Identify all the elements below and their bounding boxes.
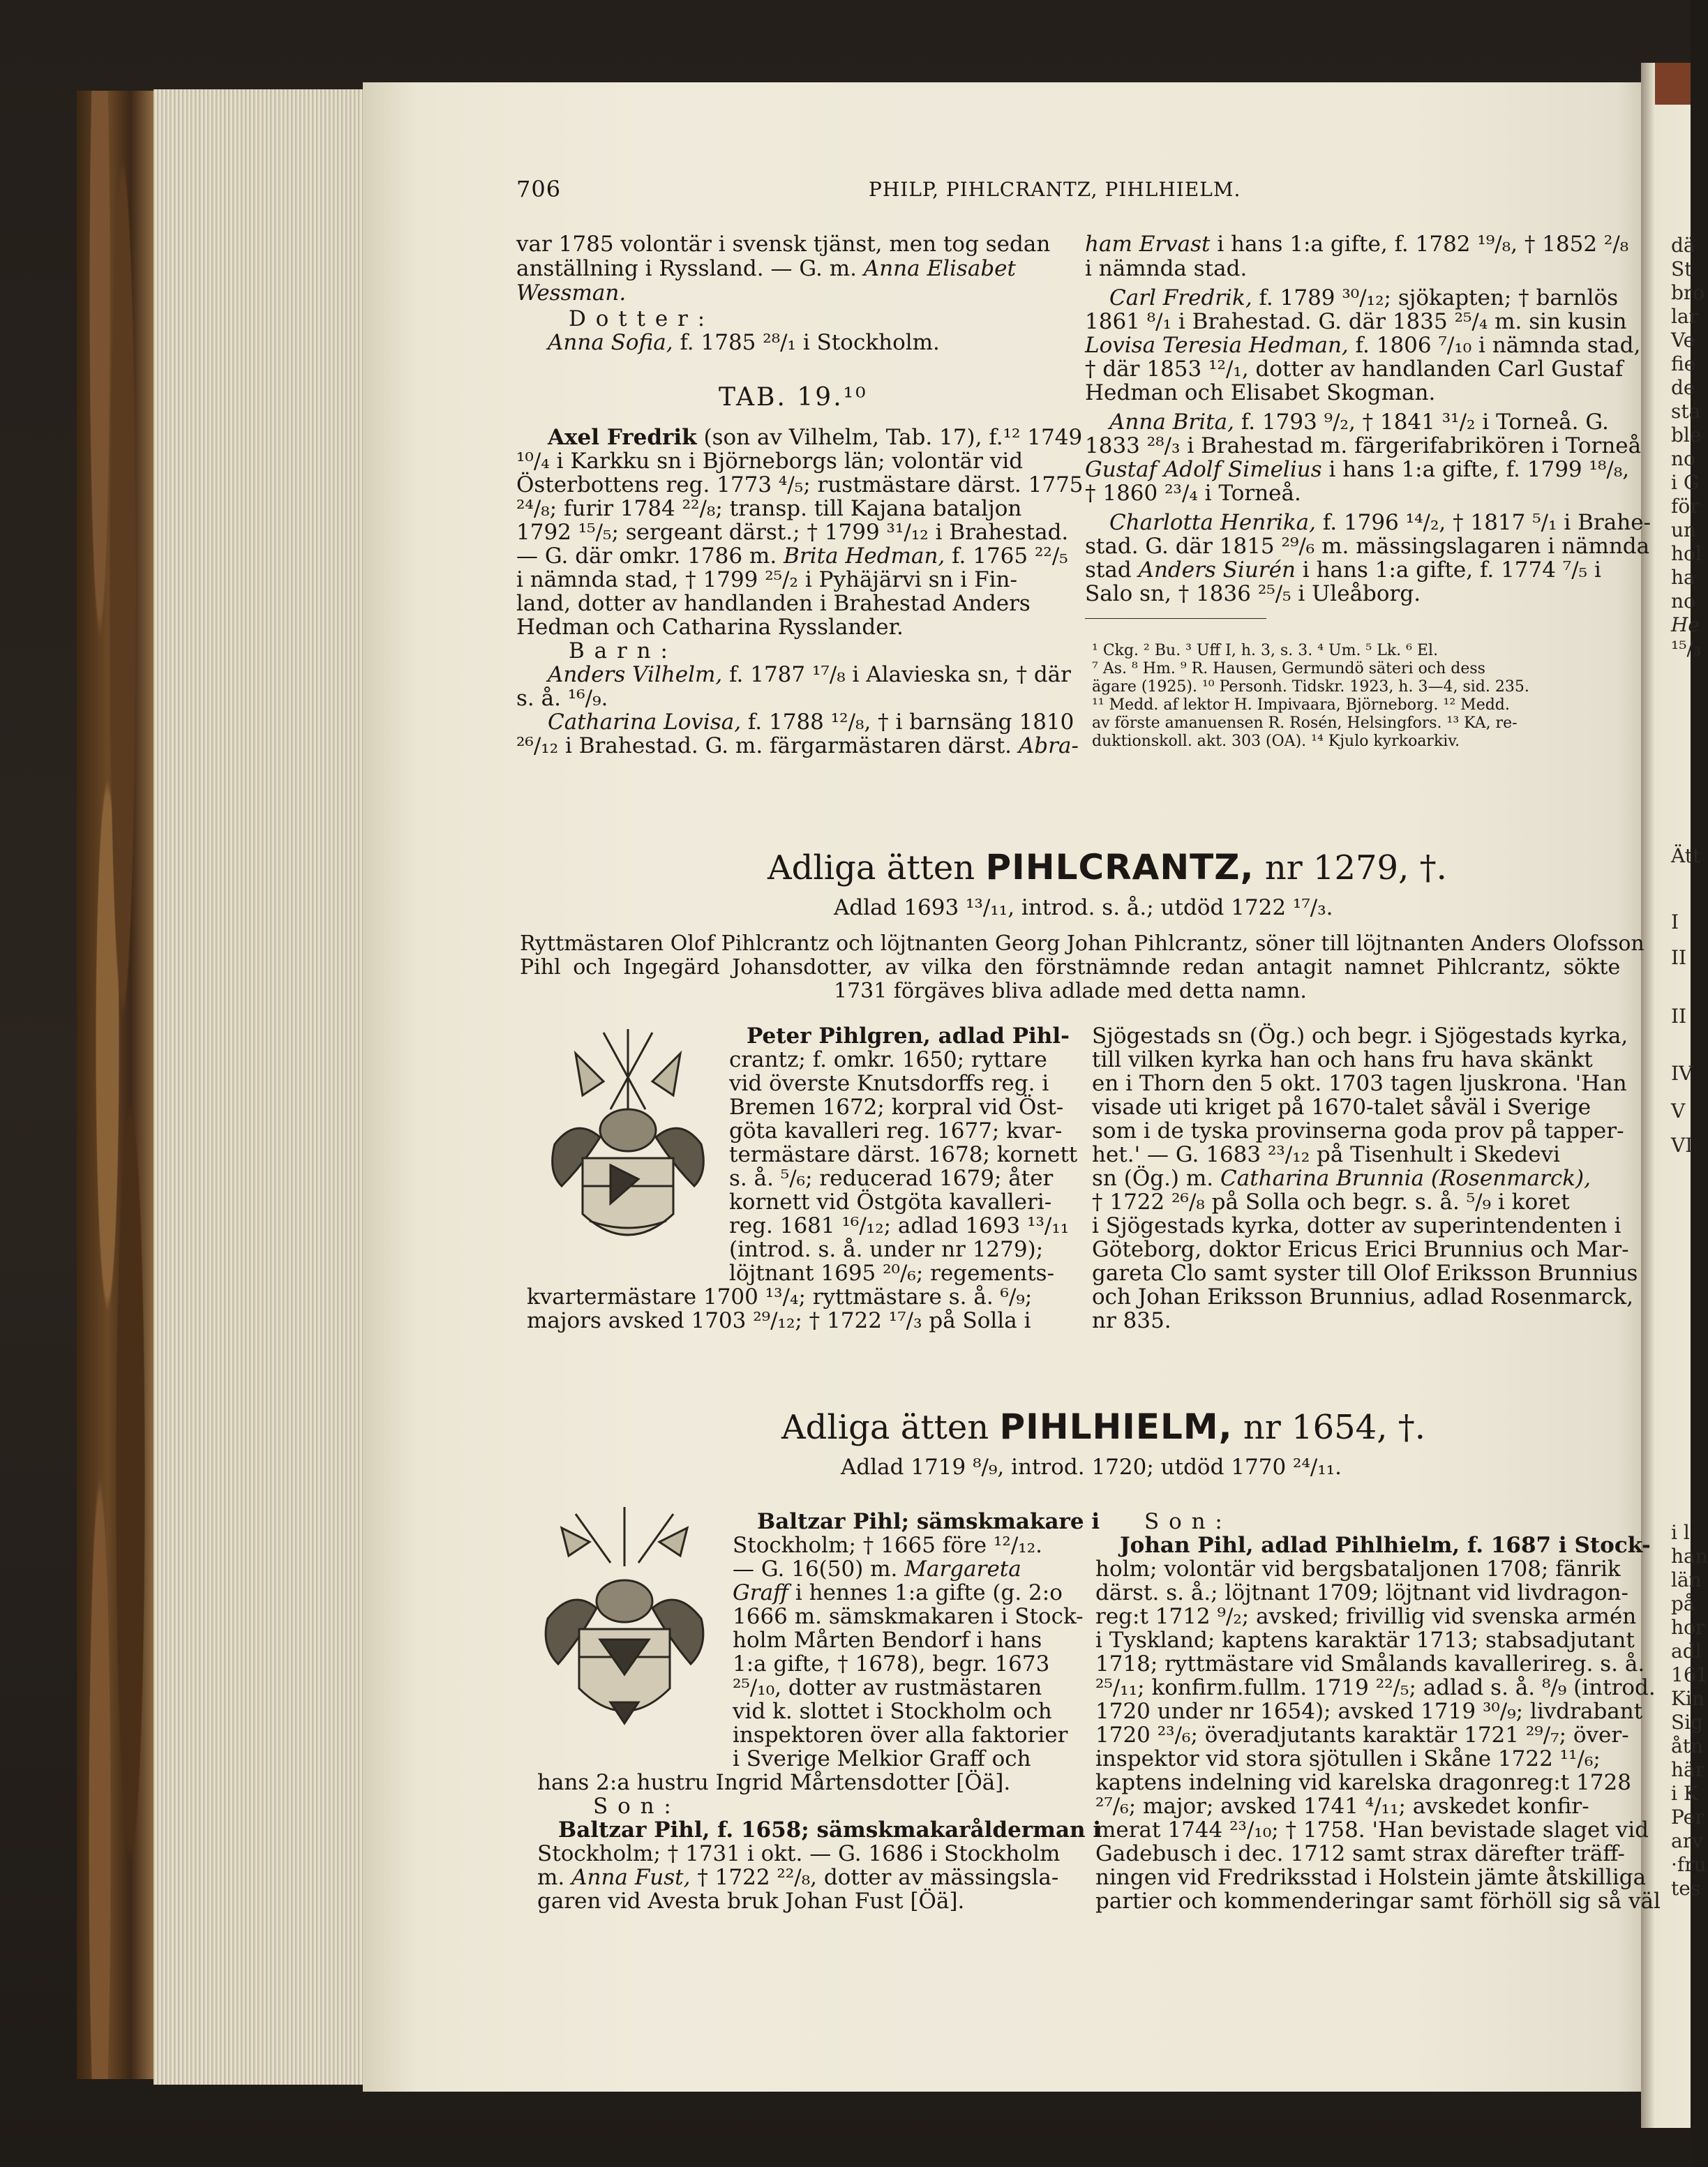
text-line: en i Thorn den 5 okt. 1703 tagen ljuskrona. 'Han	[1092, 1071, 1627, 1096]
fragment: Ätt	[1671, 844, 1701, 867]
pihlcrantz-subtitle: Adlad 1693 ¹³/₁₁, introd. s. å.; utdöd 1722 ¹⁷/₃.	[834, 895, 1333, 920]
fragment: lar	[1671, 305, 1699, 328]
text-line: i Tyskland; kaptens karaktär 1713; stabsadjutant	[1095, 1628, 1635, 1653]
text-line: gareta Clo samt syster till Olof Eriksson Brunnius	[1092, 1261, 1638, 1286]
fragment: län	[1671, 1568, 1702, 1591]
text-line: Axel Fredrik (son av Vilhelm, Tab. 17), f.¹² 1749	[548, 425, 1083, 450]
text-line: termästare därst. 1678; kornett	[729, 1142, 1078, 1167]
text-line: anställning i Ryssland. — G. m. Anna Elisabet	[516, 256, 1016, 281]
text-line: s. å. ¹⁶/₉.	[516, 686, 608, 711]
footnote-rule	[1085, 618, 1266, 619]
pihlcrantz-title: Adliga ätten PIHLCRANTZ, nr 1279, †.	[767, 847, 1447, 887]
text-line: 1720 ²³/₆; överadjutants karaktär 1721 ²⁹/₇; över-	[1095, 1723, 1629, 1748]
fragment: i l	[1671, 1521, 1690, 1544]
text-line: inspektoren över alla faktorier	[733, 1723, 1068, 1748]
text-line: land, dotter av handlanden i Brahestad Anders	[516, 591, 1031, 616]
text-line: ²⁵/₁₀, dotter av rustmästaren	[733, 1675, 1042, 1700]
text-line: som i de tyska provinserna goda prov på tapper-	[1092, 1118, 1624, 1144]
fragment: på	[1671, 1592, 1695, 1615]
text-line: Anna Sofia, f. 1785 ²⁸/₁ i Stockholm.	[548, 330, 940, 355]
coat-of-arms-icon	[534, 1500, 715, 1748]
text-line: Johan Pihl, adlad Pihlhielm, f. 1687 i Stock-	[1120, 1533, 1651, 1558]
text-line: reg:t 1712 ⁹/₂; avsked; frivillig vid svenska armén	[1095, 1604, 1637, 1629]
text-line: kornett vid Östgöta kavalleri-	[729, 1190, 1052, 1215]
running-title: PHILP, PIHLCRANTZ, PIHLHIELM.	[869, 178, 1241, 201]
text-line: Gadebusch i dec. 1712 samt strax därefter träff-	[1095, 1841, 1625, 1866]
fragment: Ve	[1671, 329, 1695, 352]
text-line: 1:a gifte, † 1678), begr. 1673	[733, 1651, 1050, 1677]
fragment: för	[1671, 495, 1700, 518]
text-line: — G. där omkr. 1786 m. Brita Hedman, f. 1765 ²²/₅	[516, 543, 1068, 569]
text-line: Catharina Lovisa, f. 1788 ¹²/₈, † i barnsäng 1810	[548, 710, 1074, 735]
text-line: ²⁴/₈; furir 1784 ²²/₈; transp. till Kajana bataljon	[516, 496, 1022, 521]
text-line: kaptens indelning vid karelska dragonreg:t 1728	[1095, 1770, 1631, 1795]
text-line: Sjögestads sn (Ög.) och begr. i Sjögestads kyrka,	[1092, 1023, 1628, 1049]
text-line: 1861 ⁸/₁ i Brahestad. G. där 1835 ²⁵/₄ m. sin kusin	[1085, 309, 1627, 334]
text-line: visade uti kriget på 1670-talet såväl i Sverige	[1092, 1095, 1591, 1120]
text-line: Baltzar Pihl; sämskmakare i	[757, 1509, 1100, 1534]
text-line: Bremen 1672; korpral vid Öst-	[729, 1095, 1064, 1120]
text-line: vid k. slottet i Stockholm och	[733, 1699, 1052, 1724]
text-line: i nämnda stad.	[1085, 256, 1248, 281]
pihlhielm-title: Adliga ätten PIHLHIELM, nr 1654, †.	[781, 1407, 1425, 1447]
text-line: Carl Fredrik, f. 1789 ³⁰/₁₂; sjökapten; † barnlös	[1109, 285, 1619, 310]
fragment: dä	[1671, 234, 1695, 257]
footnote-line: ¹¹ Medd. af lektor H. Impivaara, Björneborg. ¹² Medd.	[1092, 696, 1510, 714]
fragment: hol	[1671, 542, 1702, 565]
text-line: merat 1744 ²³/₁₀; † 1758. 'Han bevistade slaget vid	[1095, 1817, 1649, 1843]
text-line: Anders Vilhelm, f. 1787 ¹⁷/₈ i Alavieska sn, † där	[548, 662, 1071, 687]
text-line: Lovisa Teresia Hedman, f. 1806 ⁷/₁₀ i nämnda stad,	[1085, 333, 1641, 358]
fragment: V	[1671, 1100, 1686, 1123]
text-line: stad. G. där 1815 ²⁹/₆ m. mässingslagaren i nämnda	[1085, 534, 1650, 559]
page-stack-edges	[153, 89, 384, 2085]
fragment: i G	[1671, 471, 1700, 494]
fragment: ·fru	[1671, 1853, 1707, 1876]
fragment: Kin	[1671, 1687, 1705, 1710]
section-heading: D o t t e r :	[569, 306, 707, 331]
text-line: Stockholm; † 1731 i okt. — G. 1686 i Stockholm	[537, 1841, 1061, 1866]
section-heading: S o n :	[593, 1794, 673, 1819]
text-line: ²⁷/₆; major; avsked 1741 ⁴/₁₁; avskedet konfir-	[1095, 1794, 1589, 1819]
text-line: 1833 ²⁸/₃ i Brahestad m. färgerifabrikören i Torneå	[1085, 433, 1642, 458]
intro-line: 1731 förgäves bliva adlade med detta namn.	[834, 979, 1307, 1003]
text-line: nr 835.	[1092, 1308, 1171, 1333]
fragment: un	[1671, 518, 1697, 541]
text-line: ²⁵/₁₁; konfirm.fullm. 1719 ²²/₅; adlad s. å. ⁸/₉ (introd.	[1095, 1675, 1656, 1700]
fragment: han	[1671, 1545, 1708, 1568]
fragment: II	[1671, 1005, 1687, 1028]
text-line: ham Ervast i hans 1:a gifte, f. 1782 ¹⁹/₈, † 1852 ²/₈	[1085, 232, 1629, 257]
section-heading: S o n :	[1144, 1509, 1224, 1534]
fragment: bro	[1671, 281, 1705, 304]
text-line: kvartermästare 1700 ¹³/₄; ryttmästare s. å. ⁶/₉;	[527, 1284, 1033, 1310]
text-line: (introd. s. å. under nr 1279);	[729, 1237, 1044, 1262]
text-line: 1718; ryttmästare vid Smålands kavallerireg. s. å.	[1095, 1651, 1645, 1677]
text-line: Göteborg, doktor Ericus Erici Brunnius och Mar-	[1092, 1237, 1629, 1262]
fragment: II	[1671, 946, 1687, 969]
text-line: vid överste Knutsdorffs reg. i	[729, 1071, 1049, 1096]
text-line: holm; volontär vid bergsbataljonen 1708; fänrik	[1095, 1557, 1621, 1582]
fragment: Per	[1671, 1806, 1705, 1829]
text-line: stad Anders Siurén i hans 1:a gifte, f. 1774 ⁷/₅ i	[1085, 557, 1601, 583]
text-line: † där 1853 ¹²/₁, dotter av handlanden Carl Gustaf	[1085, 357, 1624, 382]
text-line: Salo sn, † 1836 ²⁵/₅ i Uleåborg.	[1085, 581, 1421, 606]
fragment: arv	[1671, 1829, 1703, 1852]
pihlhielm-subtitle: Adlad 1719 ⁸/₉, introd. 1720; utdöd 1770 ²⁴/₁₁.	[841, 1455, 1342, 1480]
text-line: var 1785 volontär i svensk tjänst, men tog sedan	[516, 232, 1051, 257]
tab-heading: TAB. 19.¹⁰	[719, 383, 868, 412]
fragment: VI	[1671, 1134, 1693, 1157]
text-line: — G. 16(50) m. Margareta	[733, 1557, 1021, 1582]
text-line: Hedman och Elisabet Skogman.	[1085, 380, 1436, 405]
text-line: partier och kommenderingar samt förhöll sig så väl	[1095, 1889, 1661, 1914]
text-line: ²⁶/₁₂ i Brahestad. G. m. färgarmästaren därst. Abra-	[516, 733, 1079, 758]
text-line: Stockholm; † 1665 före ¹²/₁₂.	[733, 1533, 1043, 1558]
text-line: Anna Brita, f. 1793 ⁹/₂, † 1841 ³¹/₂ i Torneå. G.	[1109, 410, 1609, 435]
fragment: sta	[1671, 400, 1701, 423]
text-line: † 1722 ²⁶/₈ på Solla och begr. s. å. ⁵/₉ i koret	[1092, 1190, 1570, 1215]
fragment: ble	[1671, 423, 1702, 447]
text-line: Wessman.	[516, 280, 627, 306]
text-line: Peter Pihlgren, adlad Pihl-	[747, 1023, 1070, 1049]
text-line: † 1860 ²³/₄ i Torneå.	[1085, 481, 1301, 506]
text-line: crantz; f. omkr. 1650; ryttare	[729, 1047, 1047, 1072]
fragment: St	[1671, 257, 1693, 280]
text-line: Hedman och Catharina Rysslander.	[516, 615, 904, 640]
fragment: i K	[1671, 1782, 1698, 1805]
text-line: därst. s. å.; löjtnant 1709; löjtnant vid livdragon-	[1095, 1580, 1628, 1605]
text-line: Österbottens reg. 1773 ⁴/₅; rustmästare därst. 1775	[516, 472, 1084, 497]
fragment: Sig	[1671, 1711, 1704, 1734]
facing-cover-corner	[1655, 63, 1691, 105]
fragment: hor	[1671, 1616, 1705, 1639]
text-line: i Sjögestads kyrka, dotter av superintendenten i	[1092, 1213, 1621, 1238]
fragment: 161	[1671, 1663, 1708, 1686]
book-cover-edge	[77, 91, 153, 2079]
intro-line: Pihl och Ingegärd Johansdotter, av vilka den förstnämnde redan antagit namnet Pihlcrantz, sökte	[520, 955, 1621, 980]
text-line: het.' — G. 1683 ²³/₁₂ på Tisenhult i Skedevi	[1092, 1142, 1560, 1167]
text-line: m. Anna Fust, † 1722 ²²/₈, dotter av mässingsla-	[537, 1865, 1059, 1890]
fragment: åtn	[1671, 1734, 1703, 1757]
text-line: i nämnda stad, † 1799 ²⁵/₂ i Pyhäjärvi sn i Fin-	[516, 567, 1017, 592]
fragment: tes	[1671, 1877, 1701, 1900]
fragment: ha	[1671, 566, 1695, 589]
fragment: adl	[1671, 1640, 1702, 1663]
text-line: i Sverige Melkior Graff och	[733, 1746, 1031, 1771]
footnote-line: av förste amanuensen R. Rosén, Helsingfors. ¹³ KA, re-	[1092, 714, 1518, 732]
text-line: Gustaf Adolf Simelius i hans 1:a gifte, f. 1799 ¹⁸/₈,	[1085, 457, 1630, 482]
fragment: He	[1671, 613, 1700, 636]
fragment: här	[1671, 1758, 1705, 1781]
text-line: s. å. ⁵/₆; reducerad 1679; åter	[729, 1166, 1054, 1191]
footnote-line: duktionskoll. akt. 303 (OA). ¹⁴ Kjulo kyrkoarkiv.	[1092, 733, 1460, 750]
fragment: no	[1671, 590, 1695, 613]
text-line: inspektor vid stora sjötullen i Skåne 1722 ¹¹/₆;	[1095, 1746, 1601, 1771]
fragment: fie	[1671, 352, 1696, 375]
fragment: de	[1671, 376, 1695, 399]
text-line: göta kavalleri reg. 1677; kvar-	[729, 1118, 1063, 1144]
fragment: no	[1671, 447, 1695, 470]
section-heading: B a r n :	[569, 638, 669, 663]
text-line: till vilken kyrka han och hans fru hava skänkt	[1092, 1047, 1593, 1072]
coat-of-arms-icon	[534, 1026, 722, 1263]
footnote-line: ¹ Ckg. ² Bu. ³ Uff I, h. 3, s. 3. ⁴ Um. ⁵ Lk. ⁶ El.	[1092, 642, 1439, 659]
text-line: holm Mårten Bendorf i hans	[733, 1628, 1042, 1653]
text-line: löjtnant 1695 ²⁰/₆; regements-	[729, 1261, 1055, 1286]
text-line: hans 2:a hustru Ingrid Mårtensdotter [Öä].	[537, 1770, 1011, 1795]
text-line: 1720 under nr 1654); avsked 1719 ³⁰/₉; livdrabant	[1095, 1699, 1643, 1724]
fragment: I	[1671, 910, 1679, 933]
text-line: reg. 1681 ¹⁶/₁₂; adlad 1693 ¹³/₁₁	[729, 1213, 1070, 1238]
text-line: garen vid Avesta bruk Johan Fust [Öä].	[537, 1889, 965, 1914]
text-line: ¹⁰/₄ i Karkku sn i Björneborgs län; volontär vid	[516, 449, 1024, 474]
fragment: IV	[1671, 1062, 1693, 1085]
intro-line: Ryttmästaren Olof Pihlcrantz och löjtnanten Georg Johan Pihlcrantz, söner till löjtnanten Anders Olofsson	[520, 931, 1645, 956]
fragment: ¹⁵/₃	[1671, 637, 1702, 660]
text-line: 1666 m. sämskmakaren i Stock-	[733, 1604, 1084, 1629]
text-line: sn (Ög.) m. Catharina Brunnia (Rosenmarck),	[1092, 1166, 1591, 1191]
page-number: 706	[516, 176, 562, 202]
footnote-line: ägare (1925). ¹⁰ Personh. Tidskr. 1923, h. 3—4, sid. 235.	[1092, 678, 1529, 696]
text-line: ningen vid Fredriksstad i Holstein jämte åtskilliga	[1095, 1865, 1647, 1890]
footnote-line: ⁷ As. ⁸ Hm. ⁹ R. Hausen, Germundö säteri och dess	[1092, 660, 1485, 677]
text-line: 1792 ¹⁵/₅; sergeant därst.; † 1799 ³¹/₁₂ i Brahestad.	[516, 520, 1069, 545]
text-line: majors avsked 1703 ²⁹/₁₂; † 1722 ¹⁷/₃ på Solla i	[527, 1308, 1031, 1333]
text-line: Charlotta Henrika, f. 1796 ¹⁴/₂, † 1817 ⁵/₁ i Brahe-	[1109, 510, 1651, 535]
text-line: och Johan Eriksson Brunnius, adlad Rosenmarck,	[1092, 1284, 1633, 1310]
text-line: Baltzar Pihl, f. 1658; sämskmakarålderman i	[558, 1817, 1102, 1843]
text-line: Graff i hennes 1:a gifte (g. 2:o	[733, 1580, 1063, 1605]
